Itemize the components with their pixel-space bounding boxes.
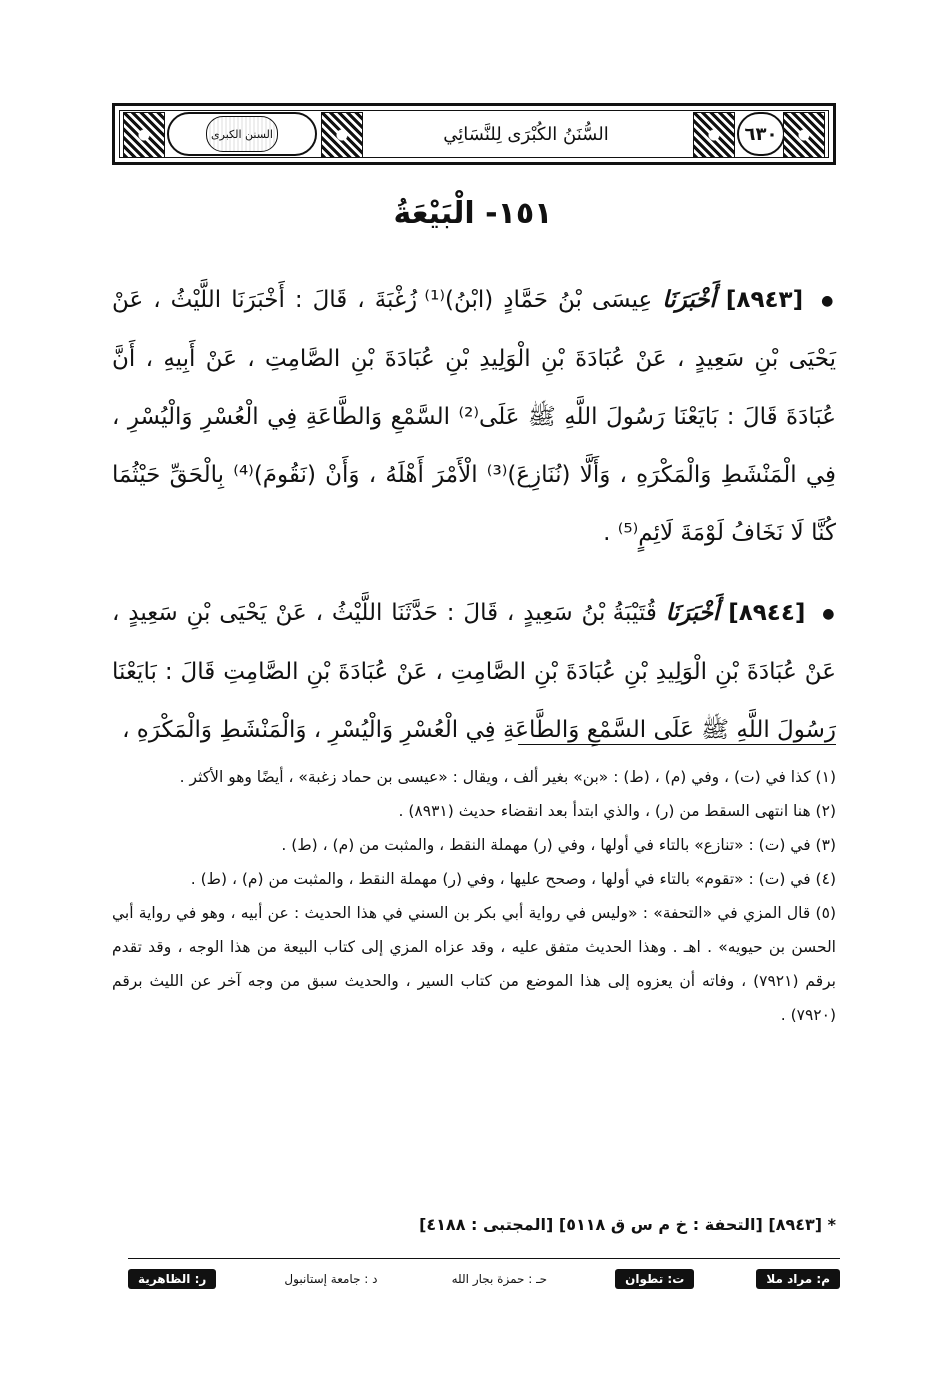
hadith-ikhbar: أَخْبَرَنَا [662,287,716,313]
chapter-title: ١٥١- الْبَيْعَةُ [393,196,553,231]
running-header [112,103,836,165]
ornament-icon [693,112,735,158]
legend-item: د : جامعة إستانبول [284,1272,378,1286]
legend-item: ر: الظاهرية [128,1269,216,1289]
hadith-number: [٨٩٤٤] [728,600,806,626]
ornament-icon [123,112,165,158]
page-number: ٦٣٠ [744,123,778,145]
book-emblem [167,112,317,156]
hadith-entry [112,271,836,562]
hadith-text: قُتَيْبَةُ بْنُ سَعِيدٍ ، قَالَ : حَدَّثَنَا اللَّيْثُ ، عَنْ يَحْيَى بْنِ سَعِيدٍ ، عَنْ عُبَادَةَ بْنِ الْوَلِيدِ بْنِ عُبَادَةَ بْنِ الصَّامِتِ ، عَنْ عُبَادَةَ بْنِ الصَّامِتِ قَالَ : بَايَعْنَا رَسُولَ اللَّهِ ﷺ عَلَى السَّمْعِ وَالطَّاعَةِ فِي الْعُسْرِ وَالْيُسْرِ ، وَالْمَنْشَطِ وَالْمَكْرَهِ ، [112,600,836,743]
book-title: السُّنَنُ الكُبْرَى لِلنَّسَائِي [443,123,609,145]
hadith-ikhbar: أَخْبَرَنَا [665,600,720,626]
legend-item: ت: تطوان [615,1269,694,1289]
bullet-icon: ● [822,605,836,622]
legend-item: م: مراد ملا [756,1269,840,1289]
footnote: (٣) في (ت) : «تنازع» بالتاء في أولها ، وفي (ر) مهملة النقط ، والمثبت من (م) ، (ط) . [281,836,836,854]
hadith-number: [٨٩٤٣] [725,287,804,313]
hadith-entry [112,584,836,759]
ornament-icon [321,112,363,158]
manuscript-legend [128,1266,840,1292]
legend-divider [128,1258,840,1259]
page-number-cartouche [737,112,785,156]
footnote: (٤) في (ت) : «تقوم» بالتاء في أولها ، وصحح عليها ، وفي (ر) مهملة النقط ، والمثبت من (م) ، (ط) . [190,870,836,888]
takhrij-line: * [٨٩٤٣] [التحفة : خ م س ق ٥١١٨] [المجتبى : ٤١٨٨] [419,1215,836,1234]
hadith-text: عِيسَى بْنُ حَمَّادٍ (ابْنُ)⁽¹⁾ زُغْبَةَ ، قَالَ : أَخْبَرَنَا اللَّيْثُ ، عَنْ يَحْيَى بْنِ سَعِيدٍ ، عَنْ عُبَادَةَ بْنِ الْوَلِيدِ بْنِ عُبَادَةَ بْنِ الصَّامِتِ ، عَنْ أَبِيهِ ، أَنَّ عُبَادَةَ قَالَ : بَايَعْنَا رَسُولَ اللَّهِ ﷺ عَلَى⁽²⁾ السَّمْعِ وَالطَّاعَةِ فِي الْعُسْرِ وَالْيُسْرِ ، فِي الْمَنْشَطِ وَالْمَكْرَهِ ، وَأَلَّا (نُنَازِعَ)⁽³⁾ الْأَمْرَ أَهْلَهُ ، وَأَنْ (نَقُومَ)⁽⁴⁾ بِالْحَقِّ حَيْثُمَا كُنَّا لَا نَخَافُ لَوْمَةَ لَائِمٍ⁽⁵⁾ . [112,287,836,546]
footnote: (٥) قال المزي في «التحفة» : «وليس في رواية أبي بكر بن السني في هذا الحديث : عن أبيه ، وهو في رواية أبي الحسن بن حيويه» . اهـ . وهذا الحديث متفق عليه ، وقد عزاه المزي إلى كتاب البيعة من هذا الوجه ، وقد تقدم برقم (٧٩٢١) ، وفاته أن يعزوه إلى هذا الموضع من كتاب السير ، والحديث سبق من وجه آخر عن الليث برقم (٧٩٢٠) . [112,904,836,1024]
legend-item: حـ : حمزة بجار الله [451,1272,548,1286]
footnotes [112,760,836,1032]
emblem-text: السنن الكبرى [206,116,278,152]
footnote: (٢) هنا انتهى السقط من (ر) ، والذي ابتدأ بعد انقضاء حديث (٨٩٣١) . [398,802,836,820]
bullet-icon: ● [821,292,836,309]
footnote: (١) كذا في (ت) ، وفي (م) ، (ط) : «بن» بغير ألف ، ويقال : «عيسى بن حماد زغبة» ، أيضًا وهو الأكثر . [179,768,836,786]
footnote-divider [518,744,836,745]
ornament-icon [783,112,825,158]
